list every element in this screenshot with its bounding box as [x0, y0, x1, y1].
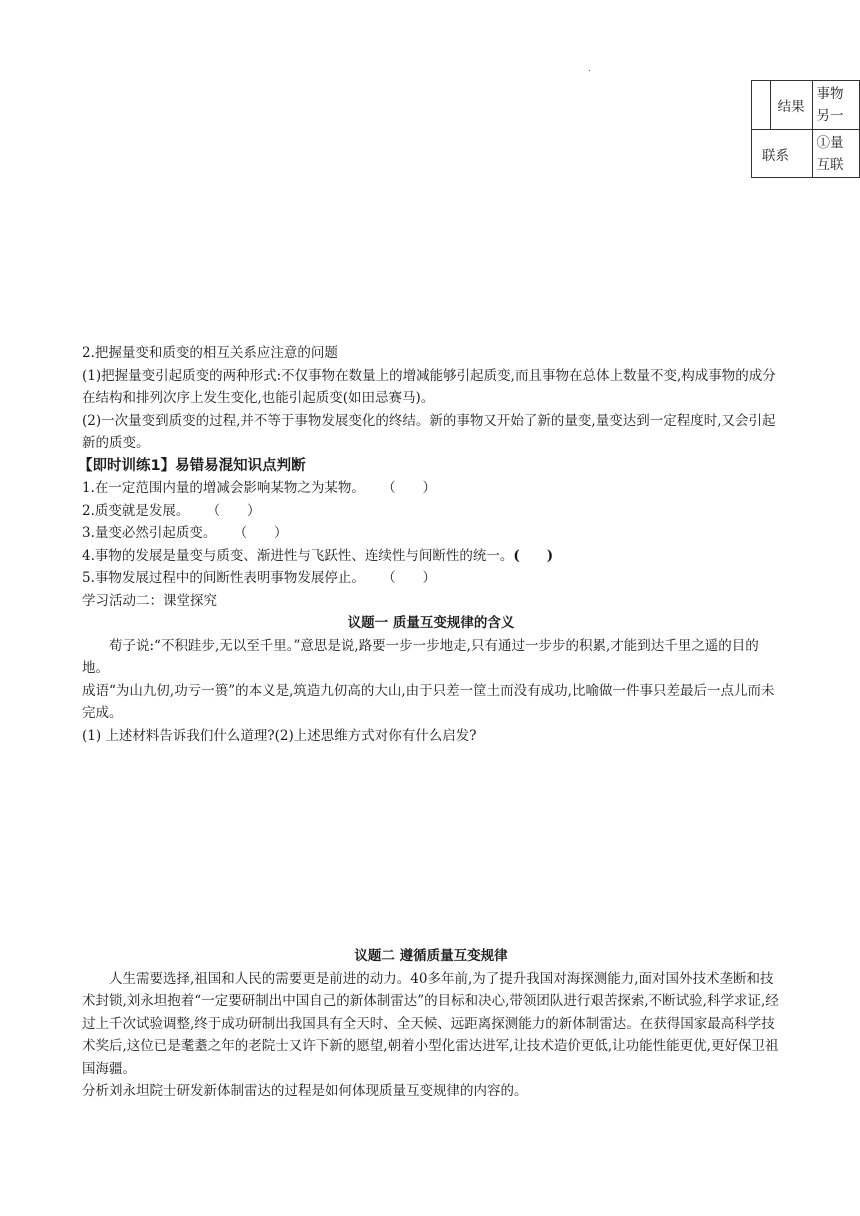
- training-heading: 【即时训练1】易错易混知识点判断: [78, 457, 306, 474]
- topic1-paragraph-2: 成语“为山九仞,功亏一篑”的本义是,筑造九仞高的大山,由于只差一筐土而没有成功,比喻做一件事只差最后一点儿而未完成。: [82, 682, 775, 721]
- page-dot: .: [588, 64, 591, 74]
- table-cell-line: 互联: [816, 156, 844, 173]
- training-item-2: [82, 500, 780, 523]
- topic1-question: (1) 上述材料告诉我们什么道理?(2)上述思维方式对你有什么启发?: [82, 727, 477, 744]
- training-item-text: 3.量变必然引起质变。: [82, 525, 217, 541]
- training-item-1: [82, 477, 780, 500]
- clipped-table: [751, 80, 860, 178]
- table-cell-line: 事物: [816, 86, 844, 102]
- training-item-text: 1.在一定范围内量的增减会影响某物之为某物。: [82, 480, 365, 496]
- answer-blank[interactable]: （ ）: [206, 502, 261, 519]
- training-item-5: [82, 567, 780, 590]
- training-item-text: 5.事物发展过程中的间断性表明事物发展停止。: [82, 570, 365, 586]
- table-cell-connection: 联系: [752, 130, 813, 178]
- section-title: 2.把握量变和质变的相互关系应注意的问题: [82, 345, 338, 361]
- training-item-text: 4.事物的发展是量变与质变、渐进性与飞跃性、连续性与间断性的统一。: [82, 547, 514, 564]
- answer-blank[interactable]: （ ）: [233, 525, 288, 541]
- answer-blank[interactable]: （ ）: [382, 570, 437, 586]
- activity-label: 学习活动二：课堂探究: [82, 592, 217, 609]
- training-item-3: [82, 522, 780, 545]
- answer-blank[interactable]: ( ): [513, 547, 554, 564]
- document-body: [78, 342, 780, 1103]
- topic2-title: 议题二 遵循质量互变规律: [354, 948, 508, 964]
- table-cell-empty: [752, 81, 771, 130]
- table-cell-line: 另一: [816, 108, 844, 124]
- answer-space[interactable]: [82, 747, 780, 945]
- training-item-4: [82, 545, 780, 568]
- topic1-paragraph-1: 荀子说:“不积跬步,无以至千里。”意思是说,路要一步一步地走,只有通过一步步的积累,才能到达千里之遥的目的地。: [82, 637, 759, 676]
- answer-blank[interactable]: （ ）: [382, 480, 437, 496]
- topic2-paragraph-1: 人生需要选择,祖国和人民的需要更是前进的动力。40多年前,为了提升我国对海探测能力,面对国外技术垄断和技术封锁,刘永坦抱着“一定要研制出中国自己的新体制雷达”的目标和决心,带领团队进行艰苦探索,不断试验,科学求证,经过上千次试验调整,终于成功研制出我国具有全天时、全天候、远距离探测能力的新体制雷达。在获得国家最高科学技术奖后,这位已是耄耋之年的老院士又许下新的愿望,朝着小型化雷达进军,让技术造价更低,让功能性能更优,更好保卫祖国海疆。: [82, 970, 779, 1077]
- topic2-question: 分析刘永坦院士研发新体制雷达的过程是如何体现质量互变规律的内容的。: [82, 1083, 528, 1099]
- table-cell-connection-content: [812, 130, 860, 178]
- section-paragraph-2: (2)一次量变到质变的过程,并不等于事物发展变化的终结。新的事物又开始了新的量变,量变达到一定程度时,又会引起新的质变。: [82, 412, 776, 451]
- table-cell-line: ①量: [816, 134, 844, 151]
- training-item-text: 2.质变就是发展。: [82, 502, 190, 519]
- topic1-title: 议题一 质量互变规律的含义: [347, 615, 515, 631]
- table-cell-result-content: [812, 81, 860, 130]
- table-cell-result: 结果: [770, 81, 812, 130]
- section-paragraph-1: (1)把握量变引起质变的两种形式:不仅事物在数量上的增减能够引起质变,而且事物在总体上数量不变,构成事物的成分在结构和排列次序上发生变化,也能引起质变(如田忌赛马)。: [82, 367, 776, 406]
